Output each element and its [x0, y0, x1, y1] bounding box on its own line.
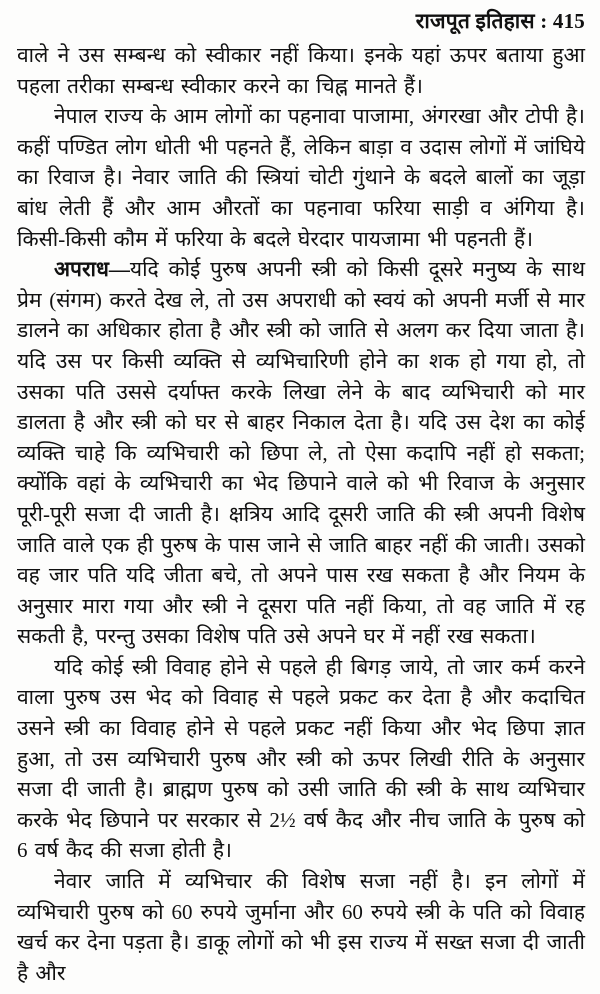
paragraph-nepal-dress: नेपाल राज्य के आम लोगों का पहनावा पाजामा, अंगरखा और टोपी है। कहीं पण्डित लोग धोती भी पहनते हैं, लेकिन बाड़ा व उदास लोगों में जांघिये का रिवाज है। नेवार जाति की स्त्रियां चोटी गुंथाने के बदले बालों का जूड़ा बांध लेती हैं और आम औरतों का पहनावा फरिया साड़ी व अंगिया है। किसी-किसी कौम में फरिया के बदले घेरदार पायजामा भी पहनती हैं। — [17, 104, 585, 251]
paragraph-continuation: वाले ने उस सम्बन्ध को स्वीकार नहीं किया। इनके यहां ऊपर बताया हुआ पहला तरीका सम्बन्ध स्वीकार करने का चिह्न मानते हैं। — [17, 43, 585, 98]
paragraph-newar-punishment: नेवार जाति में व्यभिचार की विशेष सजा नहीं है। इन लोगों में व्यभिचारी पुरुष को 60 रुपये जुर्माना और 60 रुपये स्त्री के पति को विवाह खर्च कर देना पड़ता है। डाकू लोगों को भी इस राज्य में सख्त सजा दी जाती है और — [17, 869, 585, 985]
paragraph-premarital: यदि कोई स्त्री विवाह होने से पहले ही बिगड़ जाये, तो जार कर्म करने वाला पुरुष उस भेद को विवाह से पहले प्रकट कर देता है और कदाचित उसने स्त्री का विवाह होने से पहले प्रकट नहीं किया और भेद छिपा ज्ञात हुआ, तो उस व्यभिचारी पुरुष और स्त्री को ऊपर लिखी रीति के अनुसार सजा दी जाती है। ब्राह्मण पुरुष को उसी जाति की स्त्री के साथ व्यभिचार करके भेद छिपाने पर सरकार से 2½ वर्ष कैद और नीच जाति के पुरुष को 6 वर्ष कैद की सजा होती है। — [17, 654, 585, 863]
paragraph-lead-word: अपराध— — [54, 257, 130, 282]
page-body — [17, 40, 585, 988]
paragraph-apradh-text: यदि कोई पुरुष अपनी स्त्री को किसी दूसरे मनुष्य के साथ प्रेम (संगम) करते देख ले, तो उस अपराधी को स्वयं को अपनी मर्जी से मार डालने का अधिकार होता है और स्त्री को जाति से अलग कर दिया जाता है। यदि उस पर किसी व्यक्ति से व्यभिचारिणी होने का शक हो गया हो, तो उसका पति उससे दर्याफ्त करके लिखा लेने के बाद व्यभिचारी को मार डालता है और स्त्री को घर से बाहर निकाल देता है। यदि उस देश का कोई व्यक्ति चाहे कि व्यभिचारी को छिपा ले, तो ऐसा कदापि नहीं हो सकता; क्योंकि वहां के व्यभिचारी का भेद छिपाने वाले को भी रिवाज के अनुसार पूरी-पूरी सजा दी जाती है। क्षत्रिय आदि दूसरी जाति की स्त्री अपनी विशेष जाति वाले एक ही पुरुष के पास जाने से जाति बाहर नहीं की जाती। उसको वह जार पति यदि जीता बचे, तो अपने पास रख सकता है और नियम के अनुसार मारा गया और स्त्री ने दूसरा पति नहीं किया, तो वह जाति में रह सकती है, परन्तु उसका विशेष पति उसे अपने घर में नहीं रख सकता। — [17, 257, 585, 649]
running-head: राजपूत इतिहास : 415 — [415, 9, 585, 33]
paragraph-apradh — [17, 254, 585, 652]
